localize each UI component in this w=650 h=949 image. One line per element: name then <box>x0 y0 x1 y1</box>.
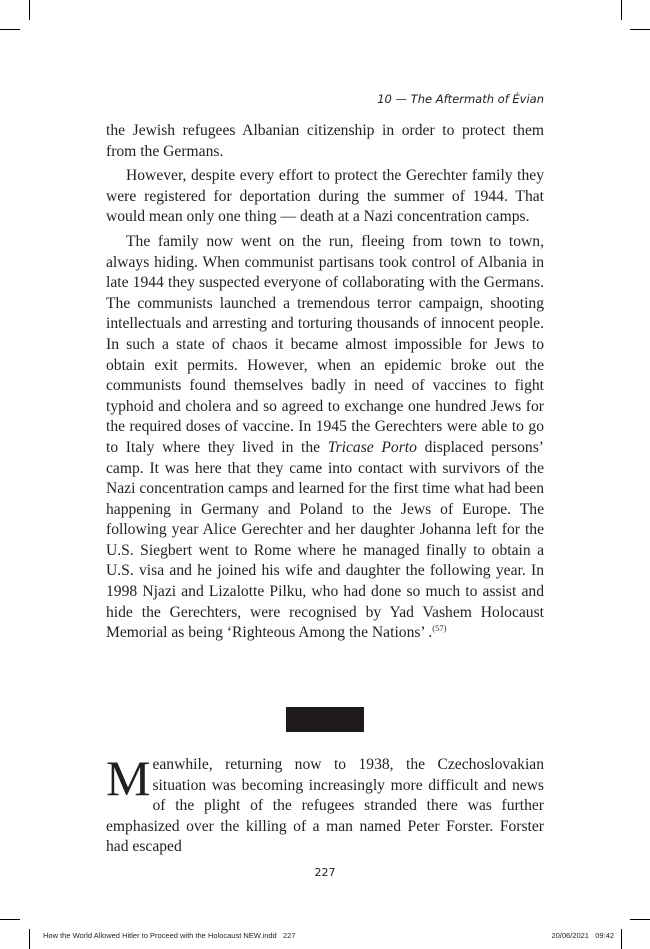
crop-mark-top-right-vertical <box>621 0 622 20</box>
paragraph-text: The family now went on the run, fleeing from town to town, always hiding. When communist partisans took control of Albania in late 1944 they suspected everyone of collaborating with the Germans. The communists launched a tremendous terror campaign, shooting intellectuals and arresting and torturing thousands of innocent people. In such a state of chaos it became almost impossible for Jews to obtain exit permits. However, when an epidemic broke out the communists found themselves badly in need of vaccines to fight typhoid and cholera and so agreed to exchange one hundred Jews for the required doses of vaccine. In 1945 the Gerechters were able to go to Italy where they lived in the <box>106 232 544 456</box>
italic-place-name: Tricase Porto <box>327 438 417 456</box>
paragraph-text: eanwhile, returning now to 1938, the Czechoslovakian situation was becoming increasingly more difficult and news of the plight of the refugees stranded there was further emphasized over the killing of a man named Peter Forster. Forster had escaped <box>106 756 544 856</box>
body-text <box>106 121 544 644</box>
paragraph-text: displaced persons’ camp. It was here that they came into contact with survivors of the Nazi concentration camps and learned for the first time what had been happening in Germany and Poland to the Jews of Europe. The following year Alice Gerechter and her daughter Johanna left for the U.S. Siegbert went to Rome where he managed finally to obtain a U.S. visa and he joined his wife and daughter the following year. In 1998 Njazi and Lizalotte Pilku, who had done so much to assist and hide the Gerechters, were recognised by Yad Vashem Holocaust Memorial as being ‘Righteous Among the Nations’ . <box>106 438 544 642</box>
paragraph: However, despite every effort to protect the Gerechter family they were registered for deportation during the summer of 1944. That would mean only one thing — death at a Nazi concentration camps. <box>106 167 544 226</box>
section-break-bar <box>286 707 364 732</box>
crop-mark-top-right-horizontal <box>630 29 650 30</box>
crop-mark-bottom-right-horizontal <box>630 919 650 920</box>
page-number: 227 <box>314 866 336 879</box>
running-head: 10 — The Aftermath of Évian <box>377 92 544 106</box>
crop-mark-bottom-left-horizontal <box>0 919 20 920</box>
paragraph <box>106 232 544 644</box>
paragraph: the Jewish refugees Albanian citizenship in order to protect them from the Germans. <box>106 122 544 160</box>
paragraph <box>106 750 544 858</box>
crop-mark-top-left-horizontal <box>0 29 20 30</box>
slug-date-time: 20/06/2021 09:42 <box>551 931 614 940</box>
drop-cap: M <box>106 750 151 806</box>
slug-file-info: How the World Allowed Hitler to Proceed with the Holocaust NEW.indd 227 <box>43 931 296 940</box>
crop-mark-top-left-vertical <box>29 0 30 20</box>
footnote-reference[interactable]: (57) <box>432 623 447 634</box>
crop-mark-bottom-left-vertical <box>29 929 30 949</box>
crop-mark-bottom-right-vertical <box>621 929 622 949</box>
section-text <box>106 750 544 858</box>
